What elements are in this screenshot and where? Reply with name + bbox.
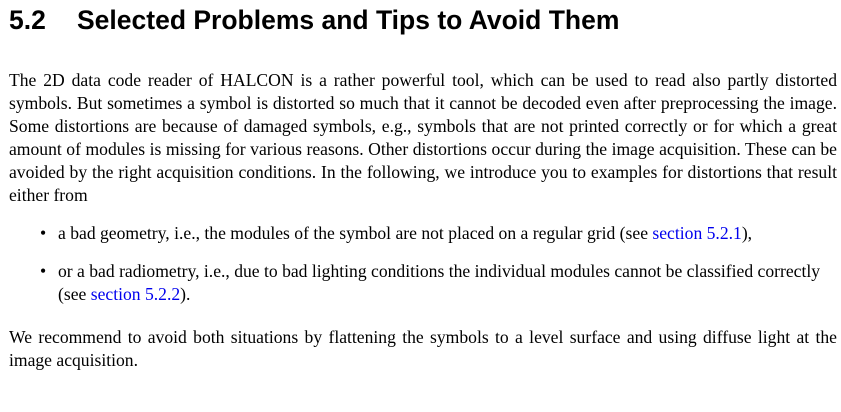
document-page xyxy=(9,0,837,372)
bullet-item-geometry xyxy=(9,222,837,245)
bullet-text: or a bad radiometry, i.e., due to bad lighting conditions the individual modules cannot be classified correctly (see xyxy=(58,261,821,304)
section-number: 5.2 xyxy=(9,5,46,35)
bullet-marker: • xyxy=(40,261,47,281)
section-title: Selected Problems and Tips to Avoid Them xyxy=(77,5,620,35)
bullet-list xyxy=(9,222,837,306)
section-heading xyxy=(9,0,837,44)
bullet-item-radiometry xyxy=(9,260,837,306)
bullet-text-end: ), xyxy=(741,223,753,243)
bullet-marker: • xyxy=(40,223,47,243)
section-link-5-2-2[interactable]: section 5.2.2 xyxy=(90,284,181,304)
bullet-text-end: ). xyxy=(180,284,191,304)
intro-paragraph: The 2D data code reader of HALCON is a rather powerful tool, which can be used to read also partly distorted symbols. But sometimes a symbol is distorted so much that it cannot be decoded even after preprocessing the image. Some distortions are because of damaged symbols, e.g., symbols that are not printed correctly or for which a great amount of modules is missing for various reasons. Other distortions occur during the image acquisition. These can be avoided by the right acquisition conditions. In the following, we introduce you to examples for distortions that result either from xyxy=(9,70,837,205)
section-link-5-2-1[interactable]: section 5.2.1 xyxy=(652,223,742,243)
closing-paragraph: We recommend to avoid both situations by flattening the symbols to a level surface and using diffuse light at the image acquisition. xyxy=(9,327,837,370)
bullet-text: a bad geometry, i.e., the modules of the symbol are not placed on a regular grid (see xyxy=(58,223,653,243)
